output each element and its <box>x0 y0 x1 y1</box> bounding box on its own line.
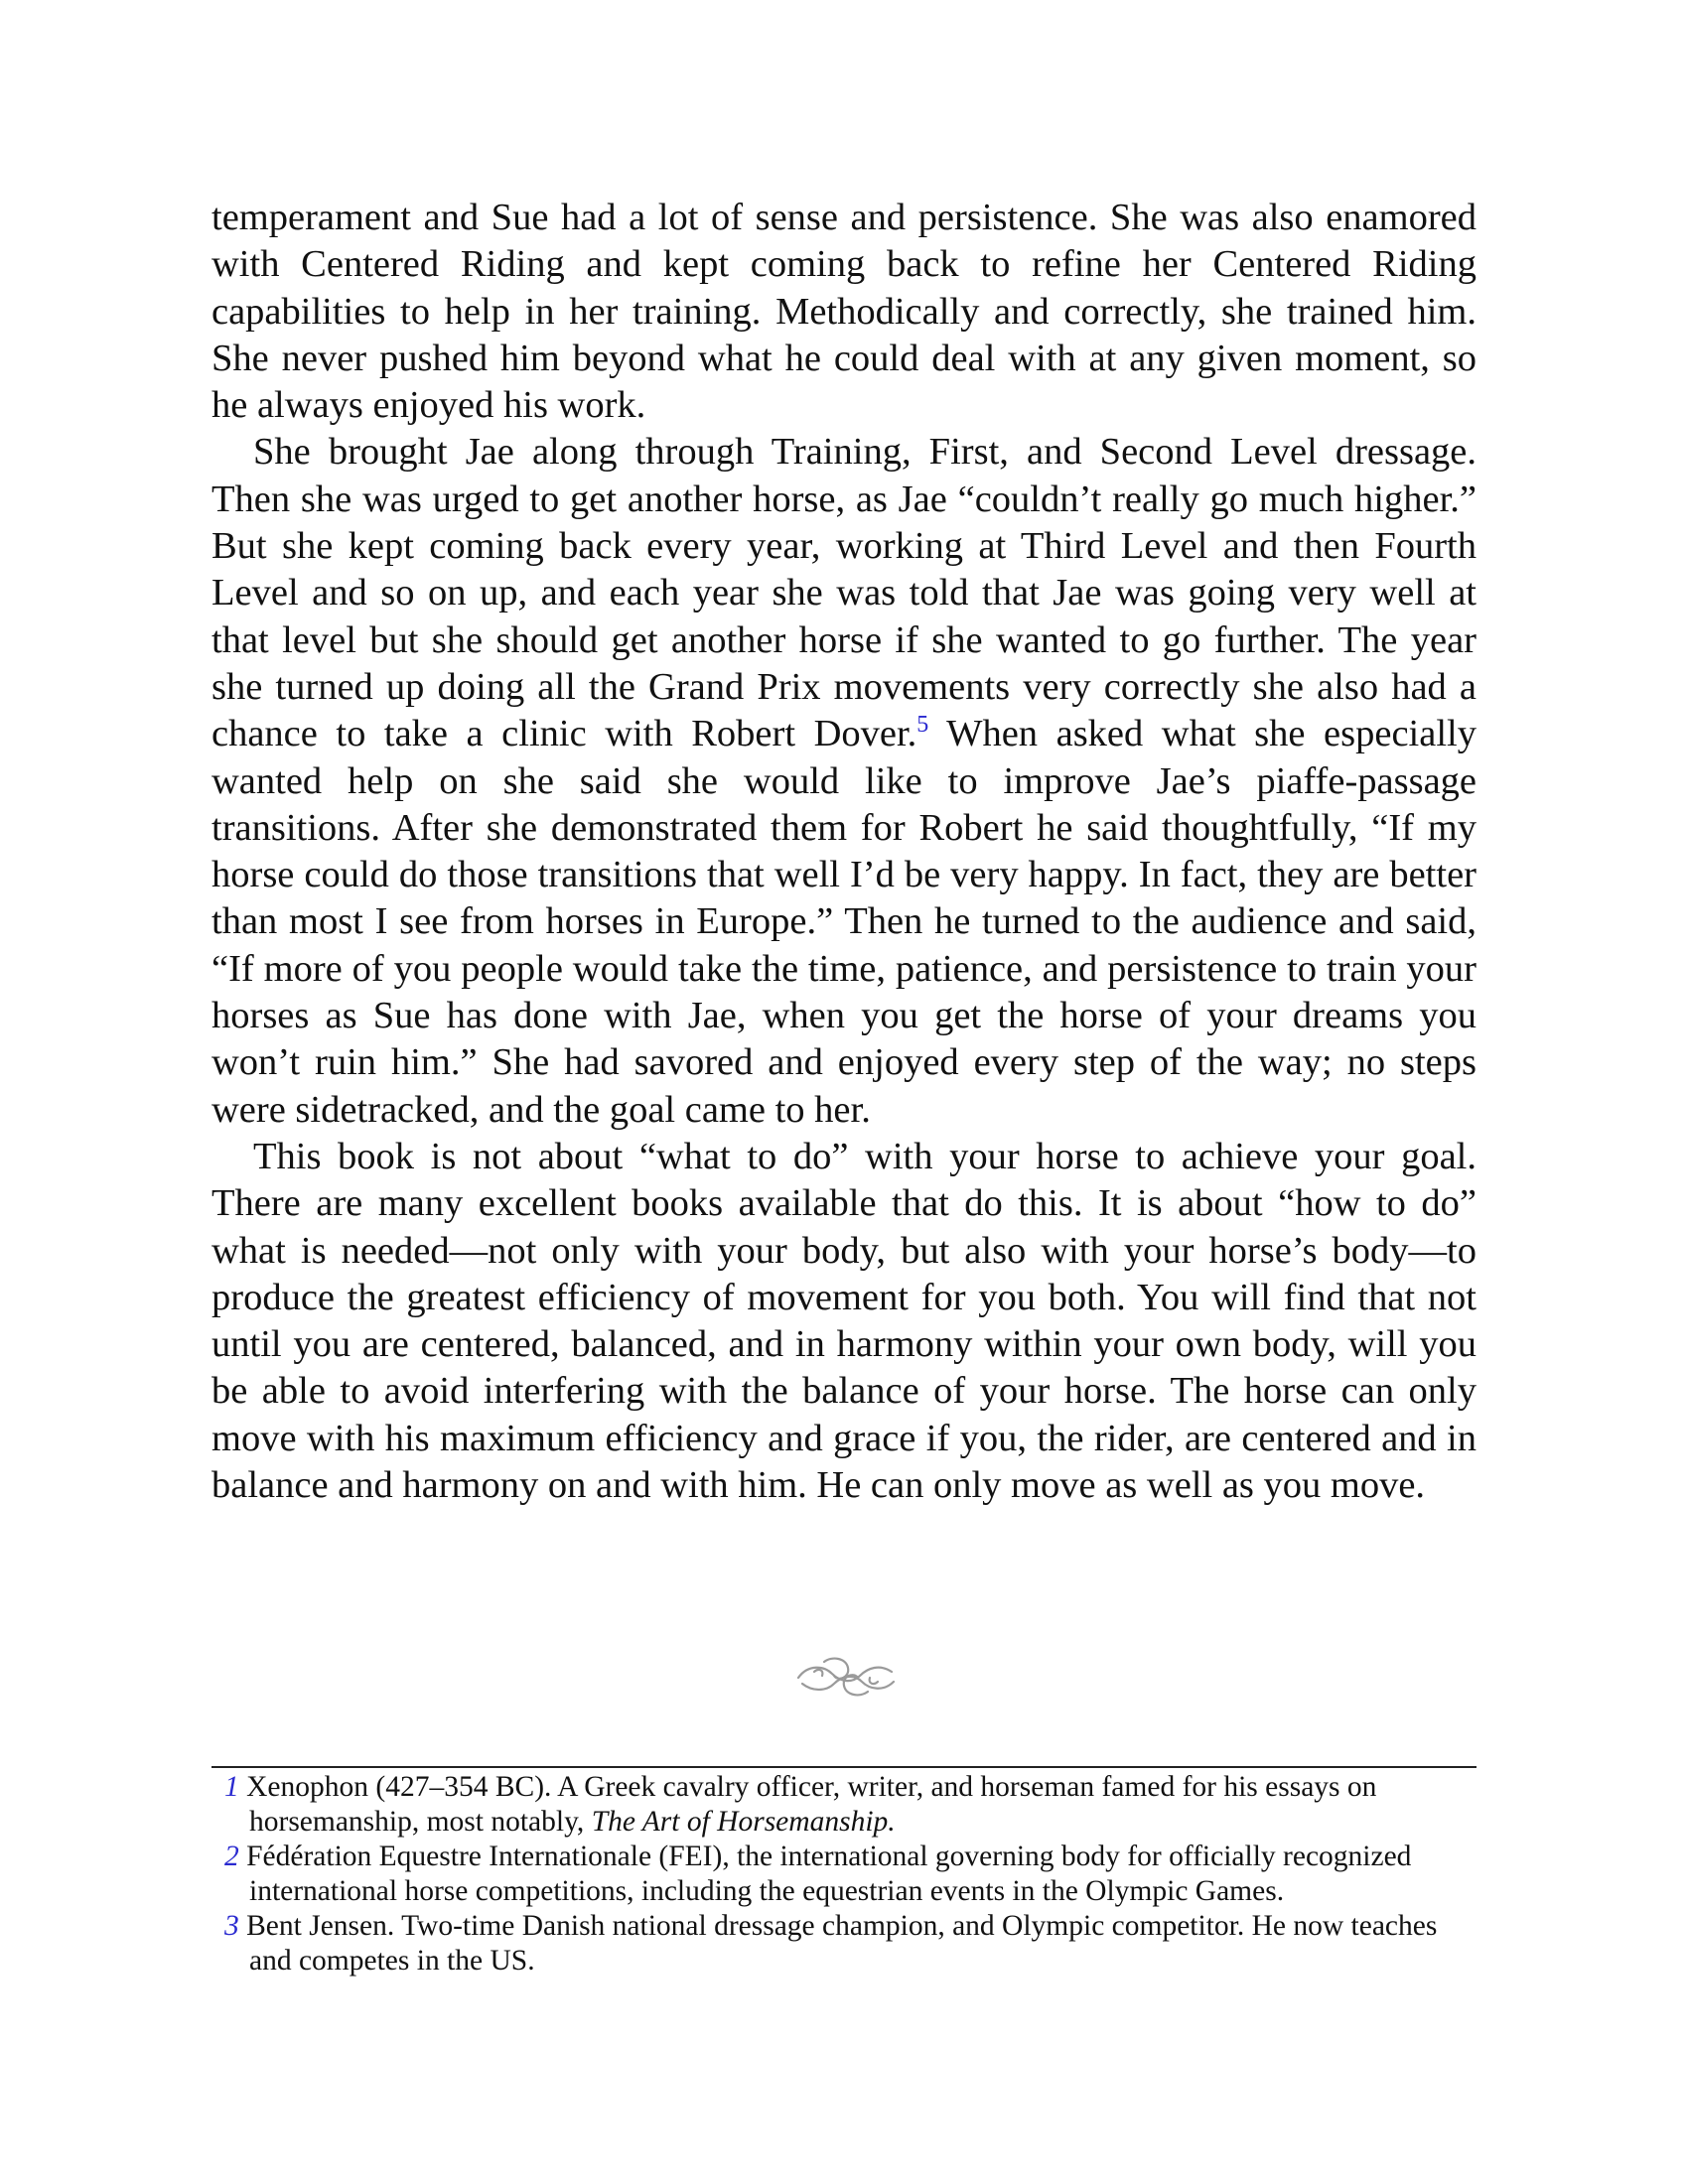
footnotes <box>211 1766 1477 1979</box>
footnote-divider <box>211 1766 1477 1768</box>
footnote-3-text: Bent Jensen. Two-time Danish national dressage champion, and Olympic competitor. He now teaches and competes in the US. <box>246 1910 1438 1977</box>
paragraph-2 <box>211 429 1477 1133</box>
paragraph-1: temperament and Sue had a lot of sense and persistence. She was also enamored with Centered Riding and kept coming back to refine her Centered Riding capabilities to help in her training. Methodically and correctly, she trained him. She never pushed him beyond what he could deal with at any given moment, so he always enjoyed his work. <box>211 197 1477 427</box>
footnote-3-number[interactable]: 3 <box>224 1910 239 1942</box>
paragraph-2-text-a: She brought Jae along through Training, First, and Second Level dressage. Then she was urged to get another horse, as Jae “couldn’t really go much higher.” But she kept coming back every year, working at Third Level and then Fourth Level and so on up, and each year she was told that Jae was going very well at that level but she should get another horse if she wanted to go further. The year she turned up doing all the Grand Prix movements very correctly she also had a chance to take a clinic with Robert Dover. <box>211 431 1477 755</box>
main-text <box>211 195 1477 1509</box>
footnote-reference-5[interactable]: 5 <box>916 712 929 739</box>
footnote-3 <box>211 1909 1477 1979</box>
footnote-1-number[interactable]: 1 <box>224 1771 239 1803</box>
footnote-1-text: Xenophon (427–354 BC). A Greek cavalry officer, writer, and horseman famed for his essays on horsemanship, most notably, <box>246 1771 1377 1838</box>
footnote-2 <box>211 1840 1477 1909</box>
paragraph-3: This book is not about “what to do” with your horse to achieve your goal. There are many excellent books available that do this. It is about “how to do” what is needed—not only with your body, but also with your horse’s body—to produce the greatest efficiency of movement for you both. You will find that not until you are centered, balanced, and in harmony within your own body, will you be able to avoid interfering with the balance of your horse. The horse can only move with his maximum efficiency and grace if you, the rider, are centered and in balance and harmony on and with him. He can only move as well as you move. <box>211 1135 1477 1507</box>
footnote-1 <box>211 1770 1477 1840</box>
footnote-1-title: The Art of Horsemanship. <box>591 1806 896 1838</box>
footnote-2-number[interactable]: 2 <box>224 1841 239 1872</box>
paragraph-2-text-b: When asked what she especially wanted help on she said she would like to improve Jae’s piaffe-passage transitions. After she demonstrated them for Robert he said thoughtfully, “If my horse could do those transitions that well I’d be very happy. In fact, they are better than most I see from horses in Europe.” Then he turned to the audience and said, “If more of you people would take the time, patience, and persistence to train your horses as Sue has done with Jae, when you get the horse of your dreams you won’t ruin him.” She had savored and enjoyed every step of the way; no steps were sidetracked, and the goal came to her. <box>211 713 1477 1131</box>
footnote-2-text: Fédération Equestre Internationale (FEI), the international governing body for officially recognized international horse competitions, including the equestrian events in the Olympic Games. <box>246 1841 1412 1907</box>
flourish-ornament-icon <box>794 1652 898 1702</box>
